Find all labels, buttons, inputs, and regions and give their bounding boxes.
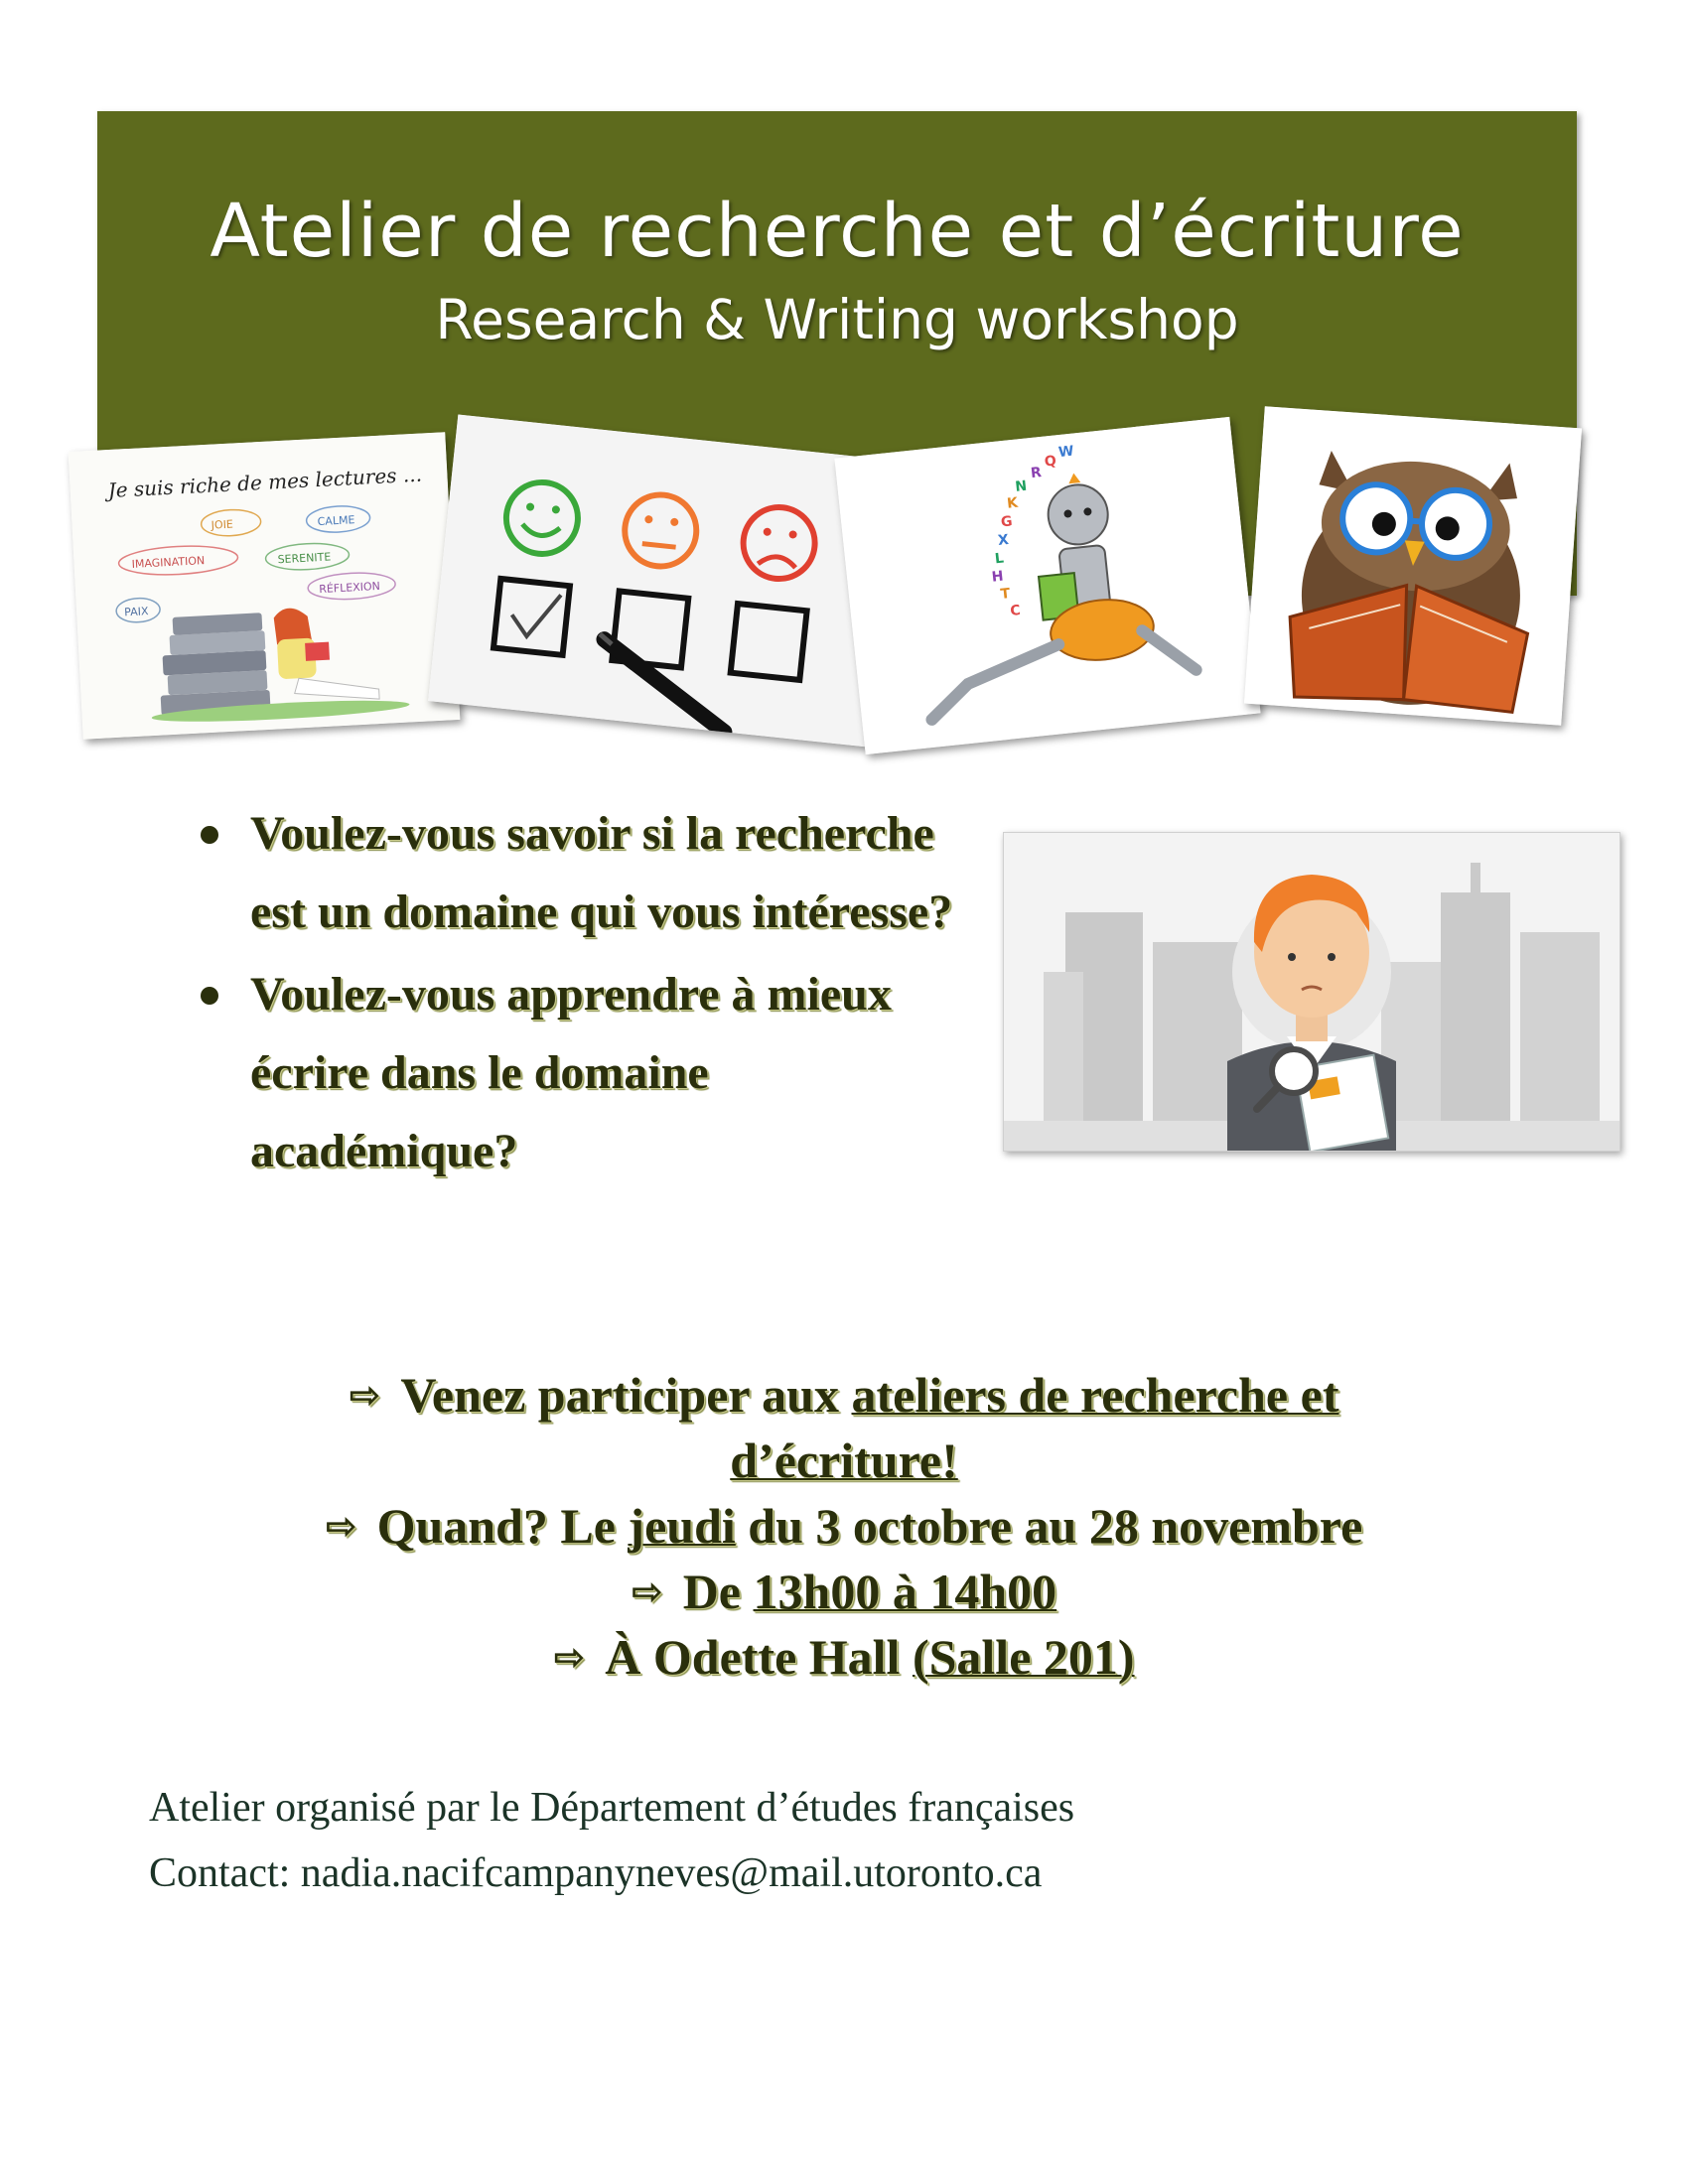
svg-text:G: G	[1000, 513, 1014, 531]
researcher-illustration-photo	[1003, 832, 1620, 1152]
robot-reading-illustration	[834, 417, 1260, 754]
svg-text:Q: Q	[1044, 453, 1057, 471]
right-arrow-icon: ⇨	[349, 1373, 381, 1417]
footer	[149, 1775, 1074, 1906]
smiley-faces-checkboxes	[428, 415, 898, 748]
contact-email[interactable]: Contact: nadia.nacifcampanyneves@mail.utoronto.ca	[149, 1850, 1043, 1896]
right-arrow-icon: ⇨	[553, 1635, 586, 1679]
page-subtitle: Research & Writing workshop	[435, 288, 1239, 351]
svg-text:T: T	[999, 586, 1012, 603]
reading-illustration-photo	[69, 432, 461, 739]
svg-text:C: C	[1009, 603, 1022, 620]
word-reflexion: RÉFLEXION	[318, 579, 381, 597]
list-item	[189, 794, 983, 951]
word-joie: JOIE	[211, 517, 234, 532]
right-arrow-icon: ⇨	[325, 1504, 357, 1548]
word-serenite: SERENITE	[277, 550, 332, 567]
researcher-illustration	[1004, 833, 1619, 1151]
details-line-when: ⇨ Quand? Le jeudi du 3 octobre au 28 novembre	[325, 1498, 1363, 1554]
details-line-location: ⇨ À Odette Hall (Salle 201)	[553, 1629, 1135, 1685]
robot-reading-photo	[834, 417, 1260, 754]
svg-text:R: R	[1030, 465, 1043, 482]
word-paix: PAIX	[123, 605, 149, 619]
details-line-invitation-cont: d’écriture!	[730, 1433, 958, 1488]
question-text: Voulez-vous apprendre à mieux écrire dans le domaine académique?	[250, 968, 892, 1177]
owl-reading-illustration	[1244, 406, 1582, 726]
svg-text:H: H	[991, 568, 1005, 586]
right-arrow-icon: ⇨	[631, 1570, 663, 1613]
bullet-icon	[201, 826, 218, 844]
svg-text:X: X	[997, 531, 1010, 549]
organizer-text: Atelier organisé par le Département d’études françaises	[149, 1785, 1075, 1831]
handwriting-text: Je suis riche de mes lectures ...	[107, 462, 423, 503]
reading-illustration	[69, 432, 461, 739]
svg-text:L: L	[994, 550, 1005, 568]
bullet-icon	[201, 987, 218, 1005]
word-imagination: IMAGINATION	[131, 554, 206, 571]
question-text: Voulez-vous savoir si la recherche est un domaine qui vous intéresse?	[250, 807, 953, 938]
svg-text:K: K	[1006, 494, 1019, 512]
question-list	[189, 794, 983, 1194]
list-item	[189, 955, 983, 1190]
satisfaction-checkbox-photo	[428, 415, 898, 748]
page-title: Atelier de recherche et d’écriture	[210, 189, 1465, 274]
event-details	[0, 1362, 1688, 1690]
owl-reading-photo	[1244, 406, 1582, 726]
details-line-time: ⇨ De 13h00 à 14h00	[631, 1564, 1057, 1619]
svg-text:N: N	[1014, 478, 1028, 495]
svg-text:W: W	[1057, 443, 1075, 462]
details-line-invitation: ⇨ Venez participer aux ateliers de recherche et	[349, 1367, 1339, 1423]
word-calme: CALME	[317, 513, 355, 529]
